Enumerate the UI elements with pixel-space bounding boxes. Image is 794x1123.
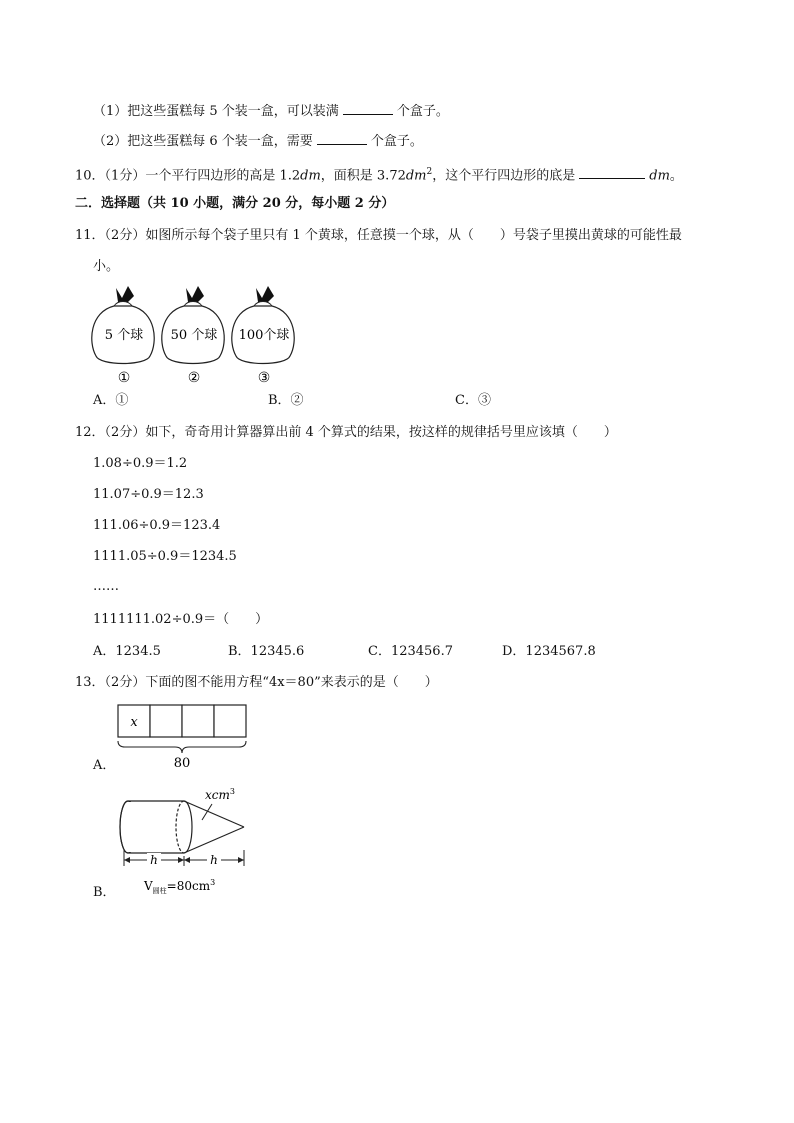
equation-question: 1111111.02÷0.9＝（ ） (93, 612, 269, 627)
question-11-stem: 11．（2分）如图所示每个袋子里只有 1 个黄球，任意摸一个球，从（ ）号袋子里摸出黄球的可能性最 (75, 228, 682, 243)
question-10: 10．（1分）一个平行四边形的高是 1.2dm，面积是 $3.72dm^2$，这个平行四边形的底是 dm。 (75, 167, 683, 184)
bag-3 (232, 286, 294, 386)
bag-3-number: ③ (257, 370, 271, 386)
section-heading: 二．选择题（共 10 小题，满分 20 分，每小题 2 分） (75, 196, 395, 211)
q12-option-a[interactable]: A．1234.5 (93, 644, 161, 659)
bag-1-number: ① (117, 370, 131, 386)
q12-option-c[interactable]: C．123456.7 (368, 644, 453, 659)
ellipsis: …… (93, 579, 119, 594)
question-11-stem-cont: 小。 (93, 259, 120, 274)
total-label: 80 (173, 756, 191, 771)
question-13-stem: 13．（2分）下面的图不能用方程“4x＝80”来表示的是（ ） (75, 675, 438, 690)
bag-1-label: 5 个球 (104, 328, 144, 343)
bag-2 (162, 286, 224, 386)
q12-option-b[interactable]: B．12345.6 (228, 644, 305, 659)
q11-option-a[interactable]: A．① (93, 393, 129, 408)
cylinder-height-label: h (150, 853, 158, 867)
cone-height-label: h (210, 853, 218, 867)
question-12-stem: 12．（2分）如下，奇奇用计算器算出前 4 个算式的结果，按这样的规律括号里应该填（ ） (75, 425, 617, 440)
equation-3: 111.06÷0.9＝123.4 (93, 518, 221, 533)
equation-4: 1111.05÷0.9＝1234.5 (93, 549, 237, 564)
answer-blank[interactable] (343, 102, 393, 115)
q13-option-a[interactable]: A． (93, 758, 116, 773)
q13-figure-b (110, 784, 270, 896)
equation-2: 11.07÷0.9＝12.3 (93, 487, 204, 502)
q9-sub2: （2）把这些蛋糕每 6 个装一盒，需要 个盒子。 (93, 134, 423, 149)
bag-3-label: 100个球 (238, 328, 290, 343)
answer-blank[interactable] (579, 166, 645, 179)
box-x-label: x (130, 715, 138, 730)
q12-option-d[interactable]: D．1234567.8 (502, 644, 596, 659)
bag-2-label: 50 个球 (170, 328, 218, 343)
cone-volume-label: xcm (205, 788, 230, 802)
q9-sub1: （1）把这些蛋糕每 5 个装一盒，可以装满 个盒子。 (93, 104, 449, 119)
cylinder-volume-formula: $V_{圆柱}=80cm^3$ (144, 878, 216, 895)
bag-2-number: ② (187, 370, 201, 386)
q13-option-b[interactable]: B． (93, 885, 116, 900)
q13-figure-a (115, 703, 255, 773)
answer-blank[interactable] (317, 132, 367, 145)
bag-1 (92, 286, 154, 386)
q11-option-c[interactable]: C．③ (455, 393, 491, 408)
equation-1: 1.08÷0.9＝1.2 (93, 456, 188, 471)
bags-figure (88, 282, 308, 390)
svg-text:xcm3: xcm$^3$ (205, 787, 235, 802)
q11-option-b[interactable]: B．② (268, 393, 304, 408)
